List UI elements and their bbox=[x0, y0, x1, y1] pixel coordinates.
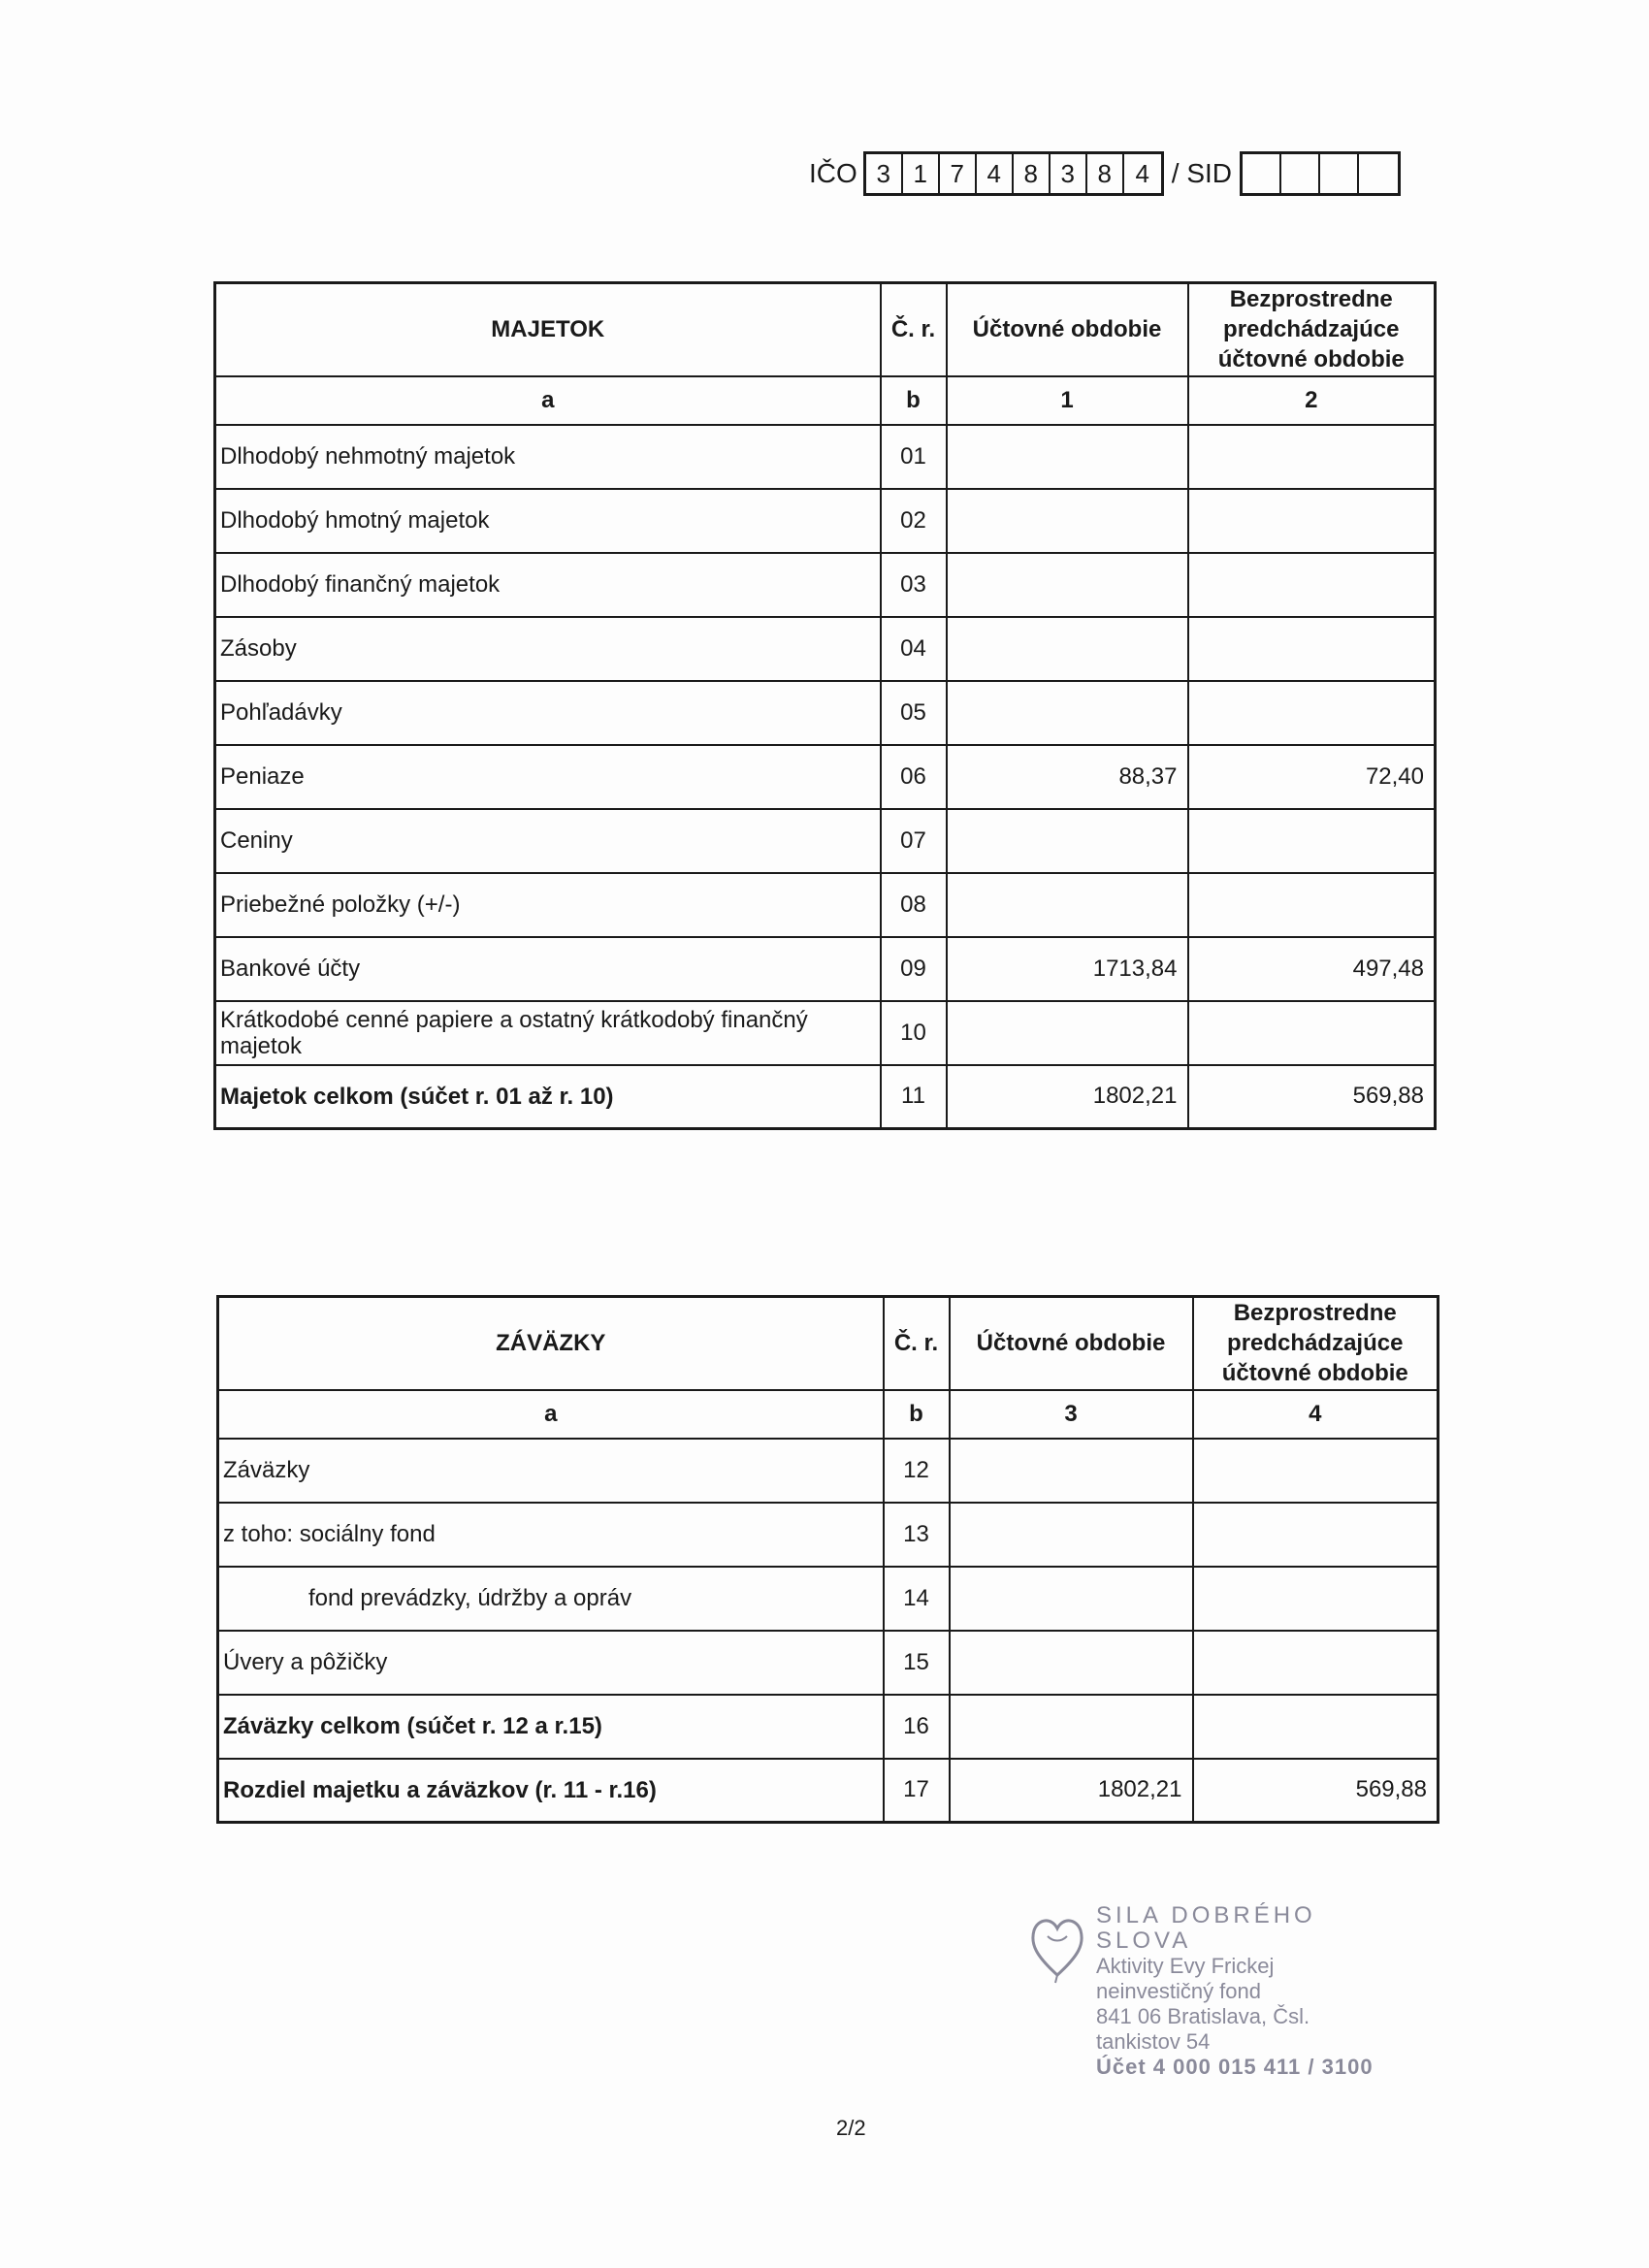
row-number: 01 bbox=[881, 425, 947, 489]
subheader-3: 3 bbox=[950, 1390, 1193, 1439]
ico-digit: 4 bbox=[977, 154, 1014, 193]
row-label: Dlhodobý finančný majetok bbox=[215, 553, 881, 617]
ico-digit: 8 bbox=[1087, 154, 1124, 193]
stamp-line: SILA DOBRÉHO SLOVA bbox=[1096, 1902, 1316, 1954]
row-value-current bbox=[950, 1503, 1193, 1567]
col-header-previous: Bezprostredne predchádzajúce účtovné obdobie bbox=[1193, 1297, 1439, 1390]
row-number: 13 bbox=[884, 1503, 950, 1567]
row-value-previous bbox=[1188, 1001, 1436, 1065]
row-value-current bbox=[947, 617, 1188, 681]
table-row bbox=[218, 1503, 1439, 1567]
row-value-previous bbox=[1188, 425, 1436, 489]
ico-digit: 4 bbox=[1135, 158, 1150, 188]
sid-boxes bbox=[1240, 151, 1401, 196]
table-row bbox=[215, 681, 1436, 745]
ico-digit: 3 bbox=[866, 154, 903, 193]
ico-digit: 7 bbox=[940, 154, 977, 193]
row-value-previous bbox=[1188, 553, 1436, 617]
subheader-b: b bbox=[881, 376, 947, 425]
table-row-total bbox=[215, 1065, 1436, 1129]
row-label: Peniaze bbox=[215, 745, 881, 809]
subheader-2: 2 bbox=[1188, 376, 1436, 425]
subheader-a: a bbox=[218, 1390, 884, 1439]
table-row-total bbox=[218, 1759, 1439, 1823]
table-header-row bbox=[218, 1297, 1439, 1390]
table-row bbox=[215, 553, 1436, 617]
row-value-previous bbox=[1188, 617, 1436, 681]
organization-stamp bbox=[1026, 1902, 1395, 2079]
ico-label: IČO bbox=[809, 158, 857, 188]
row-label: Pohľadávky bbox=[215, 681, 881, 745]
row-value-current bbox=[947, 681, 1188, 745]
ico-digit-boxes bbox=[863, 151, 1164, 196]
page-number: 2/2 bbox=[836, 2116, 866, 2140]
col-header-nr: Č. r. bbox=[881, 283, 947, 376]
table-subheader-row bbox=[218, 1390, 1439, 1439]
row-number: 06 bbox=[881, 745, 947, 809]
row-label: Ceniny bbox=[215, 809, 881, 873]
row-number: 02 bbox=[881, 489, 947, 553]
row-number: 05 bbox=[881, 681, 947, 745]
subheader-1: 1 bbox=[947, 376, 1188, 425]
col-header-a: ZÁVÄZKY bbox=[218, 1297, 884, 1390]
col-header-previous: Bezprostredne predchádzajúce účtovné obdobie bbox=[1188, 283, 1436, 376]
row-label: Záväzky bbox=[218, 1439, 884, 1503]
row-value-previous: 72,40 bbox=[1188, 745, 1436, 809]
row-label: Dlhodobý nehmotný majetok bbox=[215, 425, 881, 489]
row-label: Bankové účty bbox=[215, 937, 881, 1001]
row-number: 11 bbox=[881, 1065, 947, 1129]
row-value-previous bbox=[1193, 1503, 1439, 1567]
row-number: 09 bbox=[881, 937, 947, 1001]
stamp-line: 841 06 Bratislava, Čsl. tankistov 54 bbox=[1096, 2004, 1310, 2054]
zavazky-table bbox=[216, 1295, 1439, 1824]
ico-digit: 8 bbox=[1014, 154, 1051, 193]
row-value-current bbox=[950, 1631, 1193, 1695]
row-label: Úvery a pôžičky bbox=[218, 1631, 884, 1695]
col-header-nr: Č. r. bbox=[884, 1297, 950, 1390]
row-value-current bbox=[947, 1001, 1188, 1065]
row-value-current: 88,37 bbox=[947, 745, 1188, 809]
row-label: Zásoby bbox=[215, 617, 881, 681]
row-label: z toho: sociálny fond bbox=[218, 1503, 884, 1567]
row-number: 17 bbox=[884, 1759, 950, 1823]
row-number: 07 bbox=[881, 809, 947, 873]
col-header-a: MAJETOK bbox=[215, 283, 881, 376]
row-label: fond prevádzky, údržby a opráv bbox=[218, 1567, 884, 1631]
table-row bbox=[215, 1001, 1436, 1065]
majetok-table bbox=[213, 281, 1437, 1130]
row-number: 12 bbox=[884, 1439, 950, 1503]
row-value-current: 1802,21 bbox=[950, 1759, 1193, 1823]
row-label: Krátkodobé cenné papiere a ostatný krátkodobý finančný majetok bbox=[215, 1001, 881, 1065]
row-value-current bbox=[950, 1567, 1193, 1631]
row-value-previous bbox=[1188, 489, 1436, 553]
sid-box bbox=[1320, 154, 1359, 193]
row-label: Rozdiel majetku a záväzkov (r. 11 - r.16) bbox=[218, 1759, 884, 1823]
row-number: 08 bbox=[881, 873, 947, 937]
row-value-previous bbox=[1193, 1695, 1439, 1759]
table-header-row bbox=[215, 283, 1436, 376]
row-value-current bbox=[947, 489, 1188, 553]
row-number: 04 bbox=[881, 617, 947, 681]
row-number: 16 bbox=[884, 1695, 950, 1759]
stamp-line: Aktivity Evy Frickej bbox=[1096, 1954, 1275, 1978]
row-value-previous bbox=[1188, 873, 1436, 937]
row-value-previous bbox=[1193, 1567, 1439, 1631]
table-subheader-row bbox=[215, 376, 1436, 425]
col-header-current: Účtovné obdobie bbox=[950, 1297, 1193, 1390]
row-label: Priebežné položky (+/-) bbox=[215, 873, 881, 937]
row-value-current: 1713,84 bbox=[947, 937, 1188, 1001]
row-label: Záväzky celkom (súčet r. 12 a r.15) bbox=[218, 1695, 884, 1759]
row-value-current bbox=[947, 809, 1188, 873]
stamp-line: neinvestičný fond bbox=[1096, 1979, 1261, 2003]
table-row-total bbox=[218, 1695, 1439, 1759]
row-value-current bbox=[950, 1695, 1193, 1759]
row-value-previous: 497,48 bbox=[1188, 937, 1436, 1001]
row-number: 14 bbox=[884, 1567, 950, 1631]
table-row bbox=[215, 425, 1436, 489]
table-row bbox=[215, 489, 1436, 553]
row-value-previous: 569,88 bbox=[1193, 1759, 1439, 1823]
table-row bbox=[215, 617, 1436, 681]
row-value-current: 1802,21 bbox=[947, 1065, 1188, 1129]
row-value-current bbox=[950, 1439, 1193, 1503]
row-number: 10 bbox=[881, 1001, 947, 1065]
stamp-line: Účet 4 000 015 411 / 3100 bbox=[1096, 2055, 1374, 2079]
ico-sid-row bbox=[809, 152, 1401, 195]
subheader-b: b bbox=[884, 1390, 950, 1439]
subheader-4: 4 bbox=[1193, 1390, 1439, 1439]
row-value-current bbox=[947, 425, 1188, 489]
row-value-previous bbox=[1193, 1631, 1439, 1695]
row-label: Dlhodobý hmotný majetok bbox=[215, 489, 881, 553]
sid-box bbox=[1359, 154, 1398, 193]
row-value-previous bbox=[1193, 1439, 1439, 1503]
row-number: 03 bbox=[881, 553, 947, 617]
table-row bbox=[215, 745, 1436, 809]
table-row bbox=[215, 937, 1436, 1001]
table-row bbox=[215, 809, 1436, 873]
row-value-previous bbox=[1188, 809, 1436, 873]
table-row bbox=[218, 1567, 1439, 1631]
row-value-current bbox=[947, 873, 1188, 937]
sid-label: / SID bbox=[1171, 158, 1233, 188]
table-row bbox=[218, 1631, 1439, 1695]
sid-box bbox=[1281, 154, 1320, 193]
row-value-previous: 569,88 bbox=[1188, 1065, 1436, 1129]
row-number: 15 bbox=[884, 1631, 950, 1695]
col-header-current: Účtovné obdobie bbox=[947, 283, 1188, 376]
table-row bbox=[218, 1439, 1439, 1503]
heart-logo-icon bbox=[1026, 1907, 1088, 1985]
row-label: Majetok celkom (súčet r. 01 až r. 10) bbox=[215, 1065, 881, 1129]
ico-digit: 1 bbox=[903, 154, 940, 193]
row-value-previous bbox=[1188, 681, 1436, 745]
sid-box bbox=[1243, 154, 1281, 193]
subheader-a: a bbox=[215, 376, 881, 425]
table-row bbox=[215, 873, 1436, 937]
row-value-current bbox=[947, 553, 1188, 617]
ico-digit: 3 bbox=[1051, 154, 1087, 193]
